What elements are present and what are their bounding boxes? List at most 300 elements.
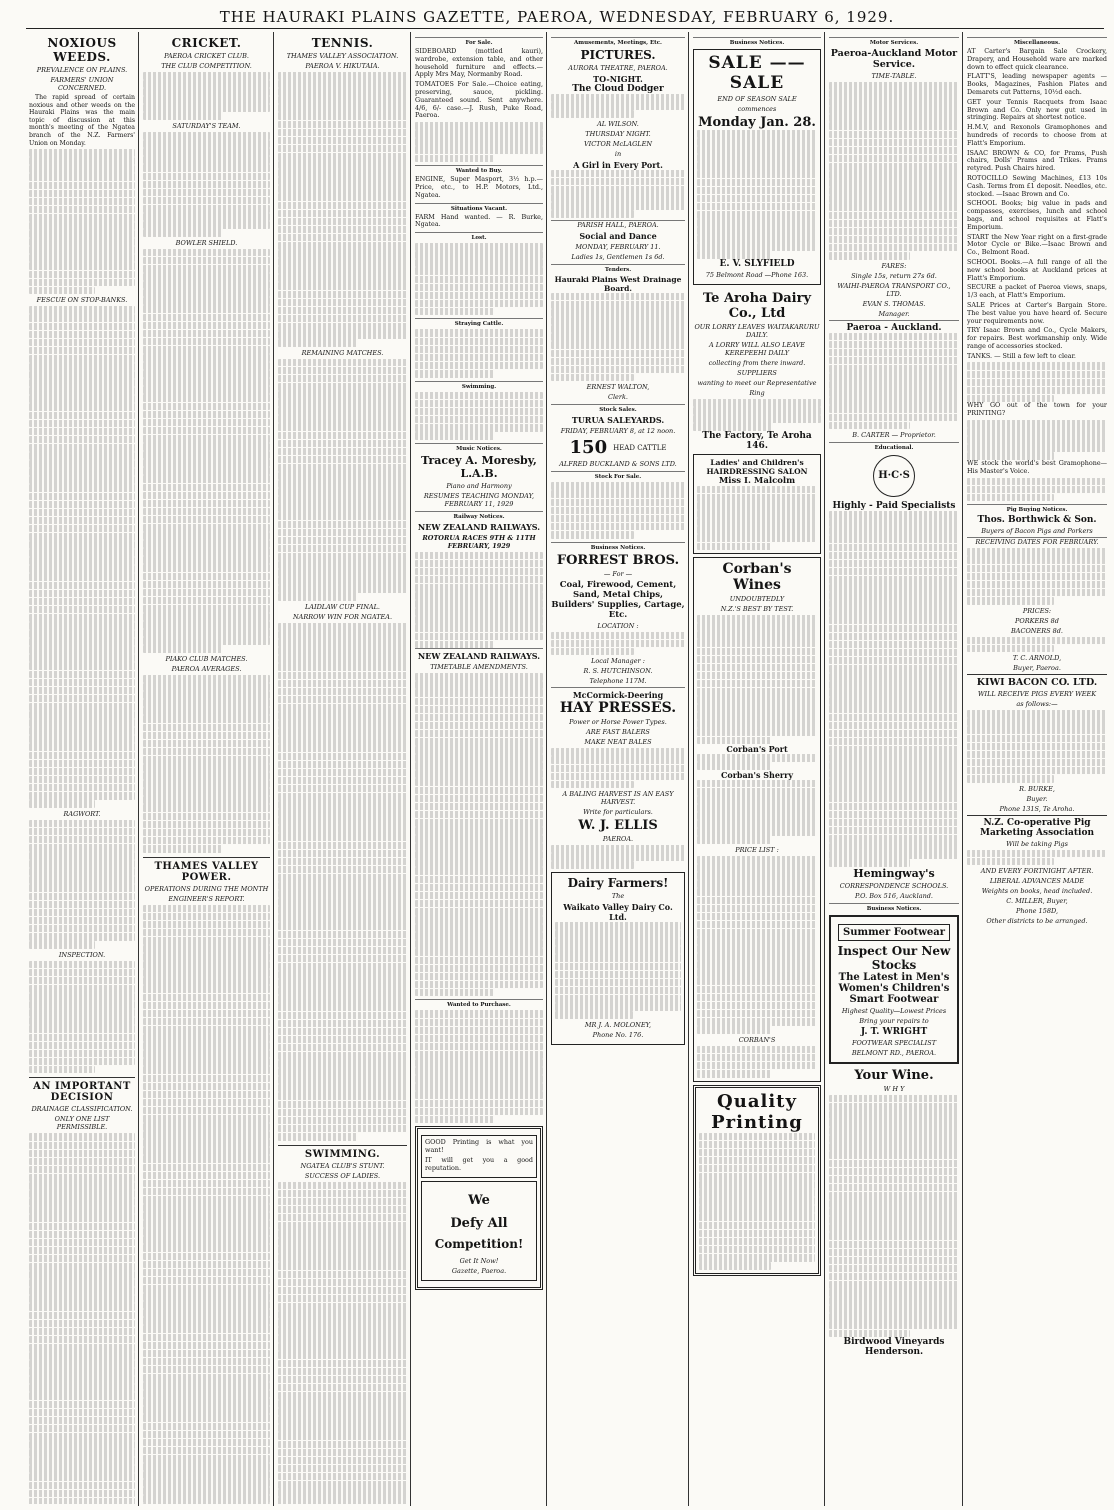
text-line xyxy=(143,435,270,443)
text-line xyxy=(415,754,543,762)
text-line xyxy=(697,179,817,187)
section-wanted: Wanted to Buy. xyxy=(415,165,543,174)
ad-line: CORRESPONDENCE SCHOOLS. xyxy=(839,881,949,890)
classified-farm: FARM Hand wanted. — R. Burke, Ngatea. xyxy=(415,212,543,229)
text-line xyxy=(278,914,407,922)
text-line xyxy=(829,333,959,341)
text-line xyxy=(278,1489,407,1497)
text-line xyxy=(143,1463,270,1471)
text-line xyxy=(829,203,959,211)
text-line xyxy=(29,1368,135,1376)
text-line xyxy=(143,1455,270,1463)
text-line xyxy=(143,148,270,156)
text-line xyxy=(29,1206,135,1214)
text-line xyxy=(697,961,817,969)
text-line xyxy=(278,1012,407,1020)
subhead: INSPECTION. xyxy=(58,950,106,959)
text-line xyxy=(415,981,543,989)
text-line xyxy=(967,436,1107,444)
ad-line: Weights on books, head included. xyxy=(981,887,1093,896)
hcs-logo xyxy=(829,455,959,497)
text-line xyxy=(278,680,407,688)
text-line xyxy=(29,206,135,214)
text-line xyxy=(697,812,817,820)
text-line xyxy=(143,1180,270,1188)
text-line xyxy=(278,1441,407,1449)
text-line xyxy=(143,740,270,748)
text-line xyxy=(143,346,270,354)
misc-ad: TRY Isaac Brown and Co., Cycle Makers, for repairs. Best workmanship only. Wide range of accessories stocked. xyxy=(967,326,1107,350)
ad-text xyxy=(555,922,681,1019)
ad-defy xyxy=(421,1181,537,1281)
text-line xyxy=(415,138,543,146)
ad-line: BACONERS 8d. xyxy=(1011,626,1063,635)
text-line xyxy=(278,1262,407,1270)
text-line xyxy=(829,106,959,114)
ad-hair-title: Ladies' and Children's HAIRDRESSING SALON xyxy=(706,457,808,476)
text-line xyxy=(829,131,959,139)
text-line xyxy=(143,748,270,756)
text-line xyxy=(829,754,959,762)
text-line xyxy=(143,322,270,330)
text-line xyxy=(143,645,222,653)
text-line xyxy=(143,637,270,645)
text-line xyxy=(693,415,821,423)
ad-amend: TIMETABLE AMENDMENTS. xyxy=(430,663,528,672)
text-line xyxy=(699,1205,815,1213)
misc-ad: WHY GO out of the town for your PRINTING? xyxy=(967,401,1107,418)
column-1 xyxy=(26,34,138,1504)
text-line xyxy=(415,370,494,378)
text-line xyxy=(278,96,407,104)
text-line xyxy=(29,314,135,322)
ad-social: Social and Dance xyxy=(579,230,657,241)
text-line xyxy=(29,1190,135,1198)
text-line xyxy=(699,1197,815,1205)
text-line xyxy=(829,576,959,584)
text-line xyxy=(278,744,407,752)
misc-ad: ROTOCILLO Sewing Machines, £13 10s Cash. Terms from £1 deposit. Needles, etc. stocked. —Isaac Brown and Co. xyxy=(967,173,1107,198)
ad-line: Ladies 1s, Gentlemen 1s 6d. xyxy=(571,252,665,261)
text-line xyxy=(829,535,959,543)
ad-text xyxy=(697,615,817,744)
ad-highly: Highly - Paid Specialists xyxy=(832,501,956,512)
text-line xyxy=(551,632,685,640)
text-line xyxy=(415,329,543,337)
text-line xyxy=(829,82,959,90)
text-line xyxy=(278,145,407,153)
text-line xyxy=(29,933,135,941)
ad-malcolm: Miss I. Malcolm xyxy=(718,475,796,486)
text-line xyxy=(29,1058,135,1066)
text-line xyxy=(143,1382,270,1390)
text-line xyxy=(29,1482,135,1490)
text-line xyxy=(29,606,135,614)
text-line xyxy=(29,776,135,784)
text-line xyxy=(415,1108,543,1116)
text-line xyxy=(829,673,959,681)
text-line xyxy=(829,1273,959,1281)
ad-ellis: W. J. ELLIS xyxy=(578,818,658,834)
text-line xyxy=(415,714,543,722)
ad-tonight: TO-NIGHT. xyxy=(593,74,643,84)
text-line xyxy=(143,921,270,929)
text-line xyxy=(415,259,543,267)
text-line xyxy=(143,484,270,492)
text-line xyxy=(278,323,407,331)
text-line xyxy=(143,1188,270,1196)
text-line xyxy=(415,689,543,697)
text-line xyxy=(415,432,494,440)
text-line xyxy=(697,712,817,720)
text-line xyxy=(551,325,685,333)
text-line xyxy=(967,581,1107,589)
ad-kiwi: KIWI BACON CO. LTD. xyxy=(967,674,1107,688)
text-line xyxy=(829,811,959,819)
text-line xyxy=(829,568,959,576)
text-line xyxy=(143,1164,270,1172)
text-line xyxy=(278,882,407,890)
text-line xyxy=(278,80,407,88)
text-line xyxy=(143,427,270,435)
text-line xyxy=(697,994,817,1002)
ad-nzr-2: NEW ZEALAND RAILWAYS. xyxy=(415,648,543,661)
text-line xyxy=(143,221,270,229)
text-line xyxy=(829,1192,959,1200)
text-line xyxy=(829,681,959,689)
section-stock: Stock Sales. xyxy=(551,404,685,413)
text-line xyxy=(143,96,270,104)
ad-line: Phone 158D, xyxy=(1015,907,1059,916)
text-line xyxy=(278,399,407,407)
text-line xyxy=(278,817,407,825)
subhead: ENGINEER'S REPORT. xyxy=(168,894,245,903)
text-line xyxy=(29,1034,135,1042)
text-line xyxy=(29,214,135,222)
ad-text xyxy=(967,362,1107,402)
text-line xyxy=(29,1042,135,1050)
text-line xyxy=(829,195,959,203)
text-line xyxy=(29,752,135,760)
ad-line: Other districts to be arranged. xyxy=(986,917,1088,926)
text-line xyxy=(829,220,959,228)
text-line xyxy=(555,1003,681,1011)
text-line xyxy=(829,1330,910,1338)
text-line xyxy=(29,1433,135,1441)
text-line xyxy=(967,548,1107,556)
text-line xyxy=(143,845,222,853)
text-line xyxy=(697,696,817,704)
ad-quality-printing xyxy=(693,1085,821,1276)
text-line xyxy=(278,663,407,671)
text-line xyxy=(143,1309,270,1317)
text-line xyxy=(551,773,685,781)
text-line xyxy=(967,428,1107,436)
section-railway: Railway Notices. xyxy=(415,511,543,520)
text-line xyxy=(697,170,817,178)
text-line xyxy=(415,1091,543,1099)
text-line xyxy=(278,512,407,520)
text-line xyxy=(697,913,817,921)
text-line xyxy=(29,1174,135,1182)
text-line xyxy=(143,281,270,289)
text-line xyxy=(555,1011,633,1019)
text-line xyxy=(29,1344,135,1352)
ad-corban xyxy=(693,557,821,1081)
text-line xyxy=(278,391,407,399)
ad-line: Phone 131S, Te Aroha. xyxy=(999,804,1075,813)
text-line xyxy=(29,1214,135,1222)
text-line xyxy=(697,953,817,961)
ad-text xyxy=(551,845,685,869)
text-line xyxy=(143,532,270,540)
text-line xyxy=(278,939,407,947)
text-line xyxy=(29,509,135,517)
ad-tearoha: Te Aroha Dairy Co., Ltd xyxy=(702,291,812,321)
text-line xyxy=(415,965,543,973)
subhead: THE CLUB COMPETITION. xyxy=(161,62,252,70)
text-line xyxy=(278,331,407,339)
text-line xyxy=(29,533,135,541)
text-line xyxy=(697,227,817,235)
text-line xyxy=(143,1018,270,1026)
text-line xyxy=(143,289,270,297)
text-line xyxy=(29,198,135,206)
text-line xyxy=(278,250,407,258)
text-line xyxy=(967,486,1107,494)
text-line xyxy=(29,711,135,719)
text-line xyxy=(278,1287,407,1295)
text-line xyxy=(143,1172,270,1180)
text-line xyxy=(29,828,135,836)
subhead: NGATEA CLUB'S STUNT. xyxy=(300,1161,385,1170)
text-line xyxy=(699,1141,815,1149)
subhead: NARROW WIN FOR NGATEA. xyxy=(292,613,393,621)
ad-line: Gazette, Paeroa. xyxy=(451,1267,507,1276)
text-line xyxy=(278,858,407,866)
text-line xyxy=(697,518,817,526)
article-text-block xyxy=(278,1182,407,1505)
text-line xyxy=(278,1084,407,1092)
text-line xyxy=(829,511,959,519)
misc-ad: AT Carter's Bargain Sale Crockery, Drapery, and Household ware are marked down to effect quick clearance. xyxy=(967,47,1107,71)
text-line xyxy=(278,383,407,391)
ad-text xyxy=(699,1133,815,1270)
text-line xyxy=(29,622,135,630)
text-line xyxy=(699,1157,815,1165)
text-line xyxy=(29,238,135,246)
text-line xyxy=(29,339,135,347)
text-line xyxy=(278,833,407,841)
text-line xyxy=(967,775,1054,783)
text-line xyxy=(829,560,959,568)
text-line xyxy=(29,1312,135,1320)
text-line xyxy=(278,153,407,161)
text-line xyxy=(415,284,543,292)
text-line xyxy=(143,173,270,181)
text-line xyxy=(29,646,135,654)
text-line xyxy=(143,492,270,500)
subhead: RAGWORT. xyxy=(63,809,101,818)
text-line xyxy=(697,1070,771,1078)
text-line xyxy=(415,624,543,632)
text-line xyxy=(29,969,135,977)
column-divider xyxy=(546,32,547,1506)
text-line xyxy=(278,112,407,120)
text-line xyxy=(829,616,959,624)
text-line xyxy=(829,843,959,851)
text-line xyxy=(415,673,543,681)
ad-tracey-line: Piano and Harmony xyxy=(446,481,512,490)
text-line xyxy=(143,985,270,993)
ad-text xyxy=(967,637,1107,653)
text-line xyxy=(697,680,817,688)
text-line xyxy=(415,146,543,154)
text-line xyxy=(278,307,407,315)
text-line xyxy=(829,1241,959,1249)
text-line xyxy=(829,835,959,843)
pig-schedule xyxy=(967,710,1107,782)
ad-port: Corban's Port xyxy=(726,744,788,755)
text-line xyxy=(697,534,817,542)
text-line xyxy=(829,405,959,413)
article-text-block xyxy=(29,306,135,807)
classified-text xyxy=(415,1010,543,1123)
text-line xyxy=(143,597,270,605)
text-line xyxy=(29,387,135,395)
text-line xyxy=(697,1046,817,1054)
ad-cattle xyxy=(551,437,685,458)
text-line xyxy=(415,746,543,754)
text-line xyxy=(143,104,270,112)
text-line xyxy=(415,362,543,370)
text-line xyxy=(29,287,95,295)
subhead: REMAINING MATCHES. xyxy=(301,348,384,357)
text-line xyxy=(143,1155,270,1163)
text-line xyxy=(415,795,543,803)
text-line xyxy=(278,922,407,930)
text-line xyxy=(143,1220,270,1228)
text-line xyxy=(29,1001,135,1009)
ad-line: C. MILLER, Buyer, xyxy=(1006,897,1068,906)
text-line xyxy=(697,969,817,977)
text-line xyxy=(143,1495,270,1503)
text-line xyxy=(697,138,817,146)
text-line xyxy=(278,266,407,274)
text-line xyxy=(143,605,270,613)
text-line xyxy=(278,769,407,777)
text-line xyxy=(415,243,543,251)
text-line xyxy=(415,1100,543,1108)
text-line xyxy=(278,1295,407,1303)
text-line xyxy=(415,1083,543,1091)
text-line xyxy=(29,412,135,420)
text-line xyxy=(415,592,543,600)
text-line xyxy=(278,1109,407,1117)
ad-line: The xyxy=(611,892,625,901)
ad-tracey: Tracey A. Moresby, L.A.B. xyxy=(421,453,537,480)
text-line xyxy=(143,945,270,953)
ad-line: Power or Horse Power Types. xyxy=(569,718,667,727)
text-line xyxy=(551,350,685,358)
text-line xyxy=(143,132,270,140)
text-line xyxy=(143,419,270,427)
text-line xyxy=(278,104,407,112)
text-line xyxy=(143,556,270,564)
text-line xyxy=(29,549,135,557)
text-line xyxy=(143,1026,270,1034)
ad-text xyxy=(829,1095,959,1337)
text-line xyxy=(415,730,543,738)
text-line xyxy=(415,1035,543,1043)
text-line xyxy=(967,726,1107,734)
ad-line: PRICES: xyxy=(1022,606,1052,615)
text-line xyxy=(278,464,407,472)
text-line xyxy=(29,279,135,287)
text-line xyxy=(29,941,95,949)
text-line xyxy=(697,796,817,804)
text-line xyxy=(29,1158,135,1166)
text-line xyxy=(829,389,959,397)
ad-text xyxy=(551,293,685,382)
ad-line: FARES: xyxy=(881,261,907,270)
text-line xyxy=(551,202,685,210)
text-line xyxy=(967,444,1107,452)
text-line xyxy=(29,860,135,868)
text-line xyxy=(829,357,959,365)
text-line xyxy=(415,1010,543,1018)
text-line xyxy=(697,235,817,243)
text-line xyxy=(143,197,270,205)
text-line xyxy=(29,590,135,598)
text-line xyxy=(278,987,407,995)
subhead: PAEROA AVERAGES. xyxy=(171,664,242,673)
text-line xyxy=(551,648,634,656)
ad-birdwood: Birdwood Vineyards Henderson. xyxy=(843,1337,945,1358)
text-line xyxy=(415,1019,543,1027)
ad-text xyxy=(697,486,817,550)
subhead: FESCUE ON STOP-BANKS. xyxy=(36,296,128,305)
ad-line: WILL RECEIVE PIGS EVERY WEEK xyxy=(977,690,1097,699)
column-divider xyxy=(410,32,411,1506)
section-situations: Situations Vacant. xyxy=(415,203,543,212)
text-line xyxy=(829,397,959,405)
text-line xyxy=(29,1425,135,1433)
ad-inspect: Inspect Our New Stocks xyxy=(837,943,951,972)
text-line xyxy=(278,1319,407,1327)
text-line xyxy=(829,373,959,381)
text-line xyxy=(829,1119,959,1127)
text-line xyxy=(143,88,270,96)
text-line xyxy=(29,768,135,776)
misc-ad: ISAAC BROWN & CO, for Prams, Push chairs, Dolls' Prams and Trikes. Prams retyred. Push Chairs hired. xyxy=(967,148,1107,173)
text-line xyxy=(278,202,407,210)
ad-line: — For — xyxy=(603,569,633,578)
text-line xyxy=(415,560,543,568)
text-line xyxy=(415,1043,543,1051)
ad-line: MR J. A. MOLONEY, xyxy=(584,1020,652,1029)
column-divider xyxy=(962,32,963,1506)
text-line xyxy=(278,472,407,480)
text-line xyxy=(278,736,407,744)
text-line xyxy=(29,792,135,800)
text-line xyxy=(29,395,135,403)
text-line xyxy=(278,88,407,96)
text-line xyxy=(967,589,1107,597)
text-line xyxy=(29,671,135,679)
text-line xyxy=(829,341,959,349)
text-line xyxy=(697,615,817,623)
